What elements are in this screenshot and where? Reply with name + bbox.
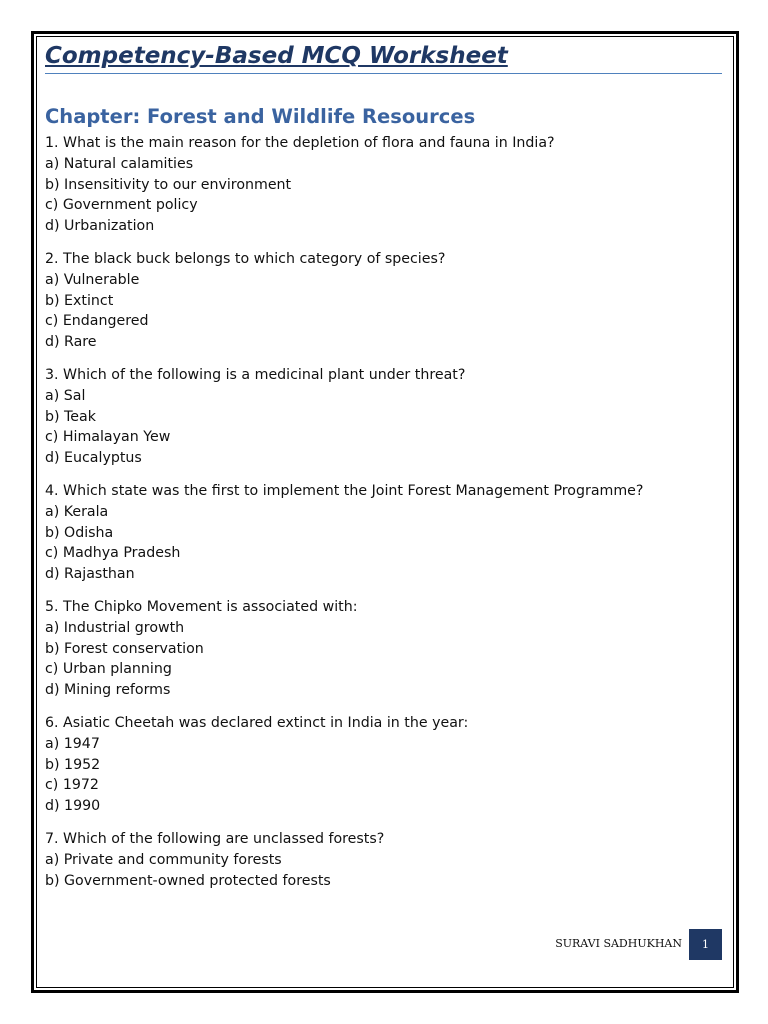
question-block-5 [45, 597, 725, 701]
chapter-heading: Chapter: Forest and Wildlife Resources [45, 105, 476, 128]
answer-option: b) Insensitivity to our environment [45, 176, 292, 193]
answer-option: c) Government policy [45, 197, 198, 214]
answer-option: a) 1947 [45, 735, 100, 752]
answer-option: c) Himalayan Yew [45, 429, 171, 446]
answer-option: d) Urbanization [45, 218, 155, 235]
question-text: 3. Which of the following is a medicinal plant under threat? [45, 366, 466, 383]
question-block-2 [45, 249, 725, 353]
answer-option: b) 1952 [45, 756, 101, 773]
question-text: 7. Which of the following are unclassed forests? [45, 830, 385, 847]
answer-option: d) Rare [45, 334, 97, 351]
page-number-badge [689, 929, 722, 960]
question-text: 6. Asiatic Cheetah was declared extinct in India in the year: [45, 714, 469, 731]
question-list [45, 133, 725, 903]
answer-option: c) Endangered [45, 313, 149, 330]
question-text: 4. Which state was the first to implement the Joint Forest Management Programme? [45, 482, 644, 499]
answer-option: b) Extinct [45, 292, 114, 309]
answer-option: b) Odisha [45, 524, 114, 541]
answer-option: c) Madhya Pradesh [45, 545, 181, 562]
answer-option: b) Teak [45, 408, 96, 425]
answer-option: b) Forest conservation [45, 640, 204, 657]
question-block-1 [45, 133, 725, 237]
answer-option: a) Private and community forests [45, 851, 282, 868]
answer-option: a) Kerala [45, 503, 109, 520]
question-block-3 [45, 365, 725, 469]
question-text: 1. What is the main reason for the depletion of flora and fauna in India? [45, 135, 555, 151]
answer-option: a) Vulnerable [45, 271, 140, 288]
answer-option: d) Mining reforms [45, 682, 171, 699]
question-text: 2. The black buck belongs to which category of species? [45, 250, 446, 267]
page-number: 1 [702, 938, 709, 951]
answer-option: d) Rajasthan [45, 566, 135, 583]
footer-author: SURAVI SADHUKHAN [555, 937, 682, 950]
question-block-4 [45, 481, 725, 585]
question-block-7 [45, 829, 725, 891]
question-text: 5. The Chipko Movement is associated with: [45, 598, 358, 615]
answer-option: b) Government-owned protected forests [45, 872, 331, 889]
answer-option: a) Natural calamities [45, 155, 194, 172]
answer-option: a) Sal [45, 387, 86, 404]
answer-option: d) 1990 [45, 798, 101, 815]
question-block-6 [45, 713, 725, 817]
answer-option: c) Urban planning [45, 661, 172, 678]
title-divider [45, 73, 722, 74]
worksheet-title: Competency-Based MCQ Worksheet [45, 43, 508, 69]
answer-option: c) 1972 [45, 777, 99, 794]
answer-option: d) Eucalyptus [45, 450, 142, 467]
answer-option: a) Industrial growth [45, 619, 185, 636]
